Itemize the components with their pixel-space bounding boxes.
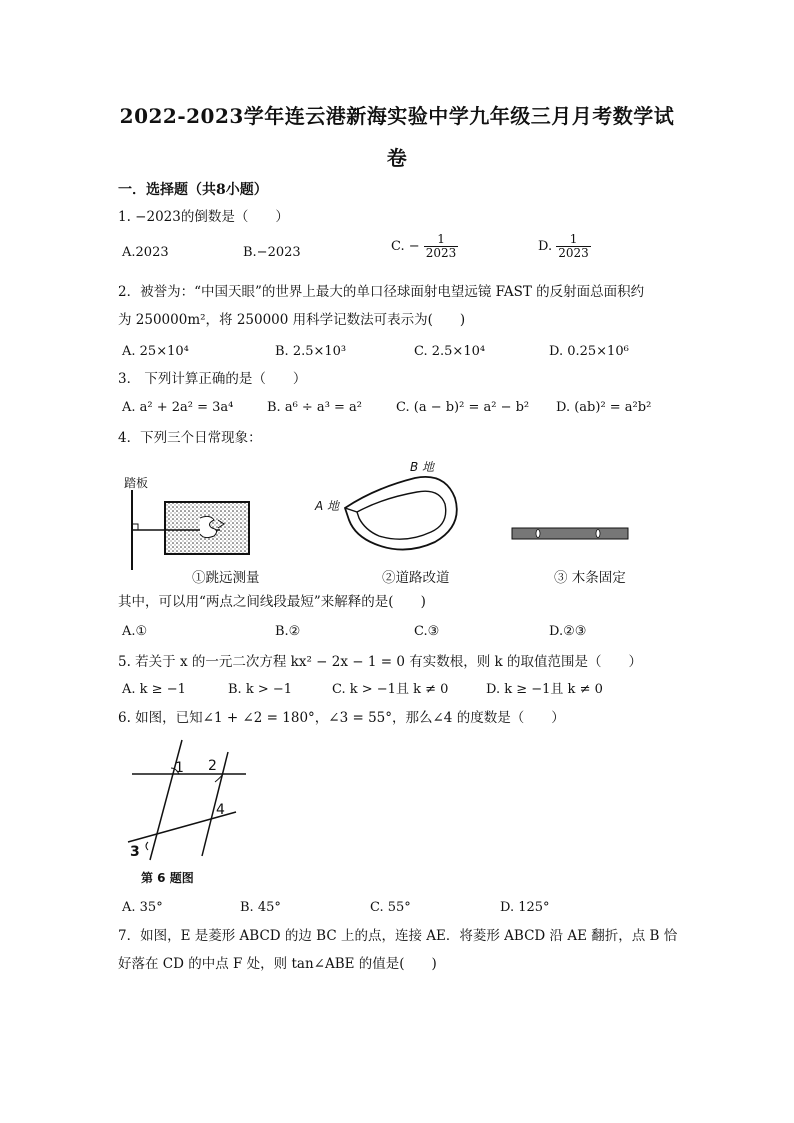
q5-option-c: C. k > −1且 k ≠ 0 (332, 682, 449, 697)
figure-2-caption: ②道路改道 (382, 570, 450, 586)
q2-option-b: B. 2.5×10³ (275, 344, 347, 359)
q1-stem: 1. −2023的倒数是（ ） (118, 209, 289, 225)
q4-option-a: A.① (122, 624, 148, 639)
q1-option-d-numerator: 1 (556, 233, 591, 247)
q1-option-c-denominator: 2023 (425, 246, 457, 260)
q1-option-c (391, 233, 458, 260)
page-title-line-1: 2022-2023学年连云港新海实验中学九年级三月月考数学试 (119, 104, 675, 128)
q2-option-d: D. 0.25×10⁶ (549, 344, 629, 359)
q1-option-d-denominator: 2023 (558, 246, 589, 260)
q1-option-c-prefix: C. − (391, 239, 420, 254)
q4-option-c: C.③ (414, 624, 440, 639)
q6-option-d: D. 125° (500, 900, 550, 915)
angle-3-label: 3 (130, 844, 140, 860)
q2-stem-line-2: 为 250000m²，将 250000 用科学记数法可表示为( ) (118, 312, 466, 328)
q7-stem-line-2: 好落在 CD 的中点 F 处，则 tan∠ABE 的值是( ) (118, 956, 437, 972)
q1-option-d (538, 233, 591, 260)
q4-option-d: D.②③ (549, 624, 587, 639)
q2-option-a: A. 25×10⁴ (122, 344, 189, 359)
q4-option-b: B.② (275, 624, 301, 639)
q1-option-a: A.2023 (122, 245, 169, 260)
figure-1-caption: ①跳远测量 (192, 570, 260, 586)
q3-option-d: D. (ab)² = a²b² (556, 400, 652, 415)
q1-option-b: B.−2023 (243, 245, 301, 260)
q3-option-c: C. (a − b)² = a² − b² (396, 400, 530, 415)
q5-option-d: D. k ≥ −1且 k ≠ 0 (486, 682, 603, 697)
board-label: 踏板 (124, 476, 149, 490)
q6-option-c: C. 55° (370, 900, 411, 915)
q3-option-a: A. a² + 2a² = 3a⁴ (122, 400, 234, 415)
q6-option-b: B. 45° (240, 900, 281, 915)
q1-option-c-numerator: 1 (424, 233, 459, 247)
q6-option-a: A. 35° (122, 900, 163, 915)
q4-stem: 4．下列三个日常现象： (118, 430, 262, 446)
point-a-label: A 地 (315, 499, 340, 513)
q1-option-d-prefix: D. (538, 239, 553, 254)
q2-option-c: C. 2.5×10⁴ (414, 344, 486, 359)
angle-4-label: 4 (216, 802, 225, 818)
q5-option-a: A. k ≥ −1 (122, 682, 186, 697)
q7-stem-line-1: 7．如图，E 是菱形 ABCD 的边 BC 上的点，连接 AE．将菱形 ABCD 沿 AE 翻折，点 B 恰 (118, 928, 678, 944)
angle-2-label: 2 (208, 758, 217, 774)
wood-strip-figure (512, 526, 628, 542)
q3-option-b: B. a⁶ ÷ a³ = a² (267, 400, 363, 415)
road-figure (335, 470, 475, 560)
angles-figure (124, 738, 250, 862)
q5-stem: 5. 若关于 x 的一元二次方程 kx² − 2x − 1 = 0 有实数根，则 k 的取值范围是（ ） (118, 654, 642, 670)
page-title-line-2: 卷 (386, 146, 408, 170)
q1-option-d-fraction (556, 233, 591, 260)
figure-3-caption: ③ 木条固定 (554, 570, 626, 586)
q1-option-c-fraction (424, 233, 459, 260)
q2-stem-line-1: 2．被誉为：“中国天眼”的世界上最大的单口径球面射电望远镜 FAST 的反射面总面积约 (118, 284, 645, 300)
q6-figure-caption: 第 6 题图 (141, 871, 194, 885)
point-b-label: B 地 (410, 460, 435, 474)
long-jump-figure (120, 490, 260, 570)
angle-1-label: 1 (175, 760, 184, 776)
q5-option-b: B. k > −1 (228, 682, 293, 697)
section-heading: 一．选择题（共8小题） (118, 182, 268, 198)
q3-stem: 3． 下列计算正确的是（ ） (118, 371, 307, 387)
q4-question: 其中，可以用“两点之间线段最短”来解释的是( ) (118, 594, 426, 610)
q6-stem: 6. 如图，已知∠1 + ∠2 = 180°，∠3 = 55°，那么∠4 的度数是（ ） (118, 710, 565, 726)
